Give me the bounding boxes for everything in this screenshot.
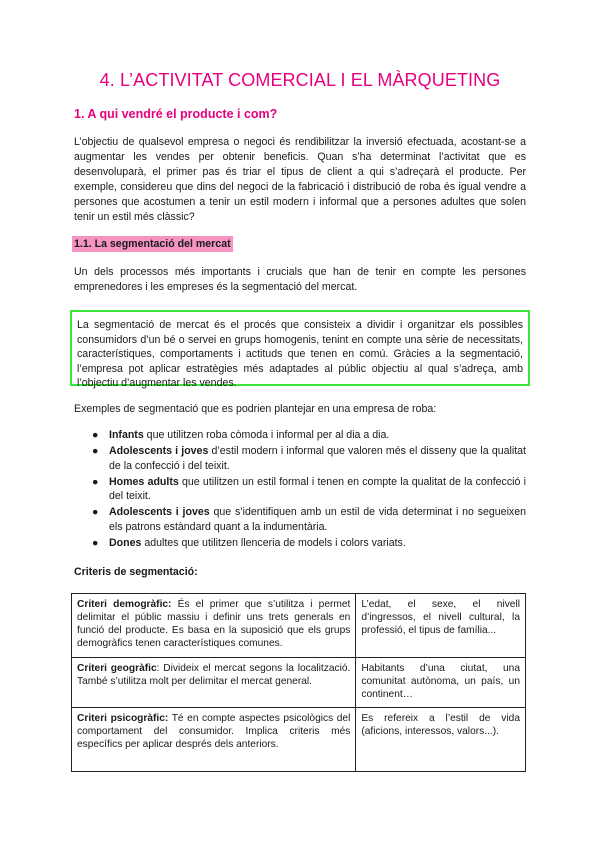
bullet-icon: ●: [92, 475, 99, 488]
list-item: [92, 475, 526, 504]
criteria-table: [71, 593, 526, 772]
example-text: d’estil modern i informal que valoren més el disseny que la qualitat de la confecció i del teixit.: [109, 445, 526, 472]
page-title: 4. L’ACTIVITAT COMERCIAL I EL MÀRQUETING: [99, 70, 501, 90]
criteria-description: Té en compte aspectes psicològics del comportament del consumidor. Implica criteris més específics per aplicar després dels anteriors.: [77, 713, 351, 750]
table-row: [72, 594, 526, 658]
example-term: Infants: [109, 429, 144, 441]
examples-intro: Exemples de segmentació que es podrien plantejar en una empresa de roba:: [74, 403, 437, 415]
criteria-cell: [72, 658, 356, 708]
list-item: [92, 536, 526, 551]
example-text: que s’identifiquen amb un estil de vida determinat i no segueixen els patrons estàndard quant a la indumentària.: [109, 506, 527, 534]
list-item: [92, 428, 526, 443]
subsection-heading: 1.1. La segmentació del mercat: [74, 238, 231, 250]
examples-list: [92, 428, 526, 552]
example-text: que utilitzen roba còmoda i informal per al dia a dia.: [143, 429, 390, 441]
bullet-icon: ●: [92, 445, 99, 458]
list-item: [92, 505, 526, 534]
list-item: [92, 444, 526, 473]
criteria-heading: Criteris de segmentació:: [74, 566, 198, 578]
example-text: adultes que utilitzen llenceria de models i colors variats.: [141, 537, 406, 550]
criteria-cell: [72, 708, 356, 772]
criteria-example: L’edat, el sexe, el nivell d’ingressos, el nivell cultural, la professió, el tipus de família...: [356, 594, 526, 658]
example-term: Dones: [109, 537, 142, 550]
table-row: [72, 658, 526, 708]
segmentation-paragraph: Un dels processos més importants i crucials que han de tenir en compte les persones emprenedores i les empreses és la segmentació del mercat.: [74, 266, 526, 293]
bullet-icon: ●: [92, 429, 99, 441]
criteria-example: Es refereix a l’estil de vida (aficions, interessos, valors...).: [356, 708, 526, 772]
example-text: que utilitzen un estil formal i tenen en compte la qualitat de la confecció i del teixit.: [109, 475, 526, 503]
criteria-label: Criteri demogràfic:: [77, 599, 172, 610]
intro-paragraph: L’objectiu de qualsevol empresa o negoci és rendibilitzar la inversió efectuada, acostant-se a augmentar les vendes per obtenir beneficis. Quan s’ha determinat l’activitat que es desenvoluparà, el primer pas és triar el tipus de client a qui s’adreçarà el producte. Per exemple, considereu que dins del negoci de la fabricació i distribució de roba és igual vendre a persones que acostumen a tenir un estil modern i informal que a persones adultes que solen tenir un estil més clàssic?: [74, 136, 526, 223]
section-heading: 1. A qui vendré el producte i com?: [74, 107, 278, 121]
criteria-description: : Divideix el mercat segons la localització. També s’utilitza molt per delimitar el mercat general.: [77, 663, 351, 687]
criteria-label: Criteri geogràfic: [77, 663, 157, 674]
criteria-description: És el primer que s’utilitza i permet delimitar el públic massiu i definir uns trets generals en funció del producte. Es basa en la suposició que els grups demogràfics tenen característiques comunes.: [77, 599, 351, 649]
example-term: Adolescents i joves: [109, 445, 209, 458]
definition-box: La segmentació de mercat és el procés que consisteix a dividir i organitzar els possibles consumidors d’un bé o servei en grups homogenis, tenint en compte una sèrie de necessitats, característiques, comportaments i actituds que tenen en comú. Gràcies a la segmentació, l’empresa pot aplicar estratègies més adaptades al públic objectiu al qual s’adreça, amb l’objectiu d’augmentar les vendes.: [70, 310, 530, 386]
bullet-icon: ●: [92, 537, 99, 550]
criteria-label: Criteri psicogràfic:: [77, 713, 169, 724]
table-row: [72, 708, 526, 772]
bullet-icon: ●: [92, 506, 99, 519]
criteria-cell: [72, 594, 356, 658]
example-term: Homes adults: [109, 475, 179, 488]
example-term: Adolescents i joves: [109, 506, 210, 519]
criteria-example: Habitants d’una ciutat, una comunitat autònoma, un país, un continent…: [356, 658, 526, 708]
